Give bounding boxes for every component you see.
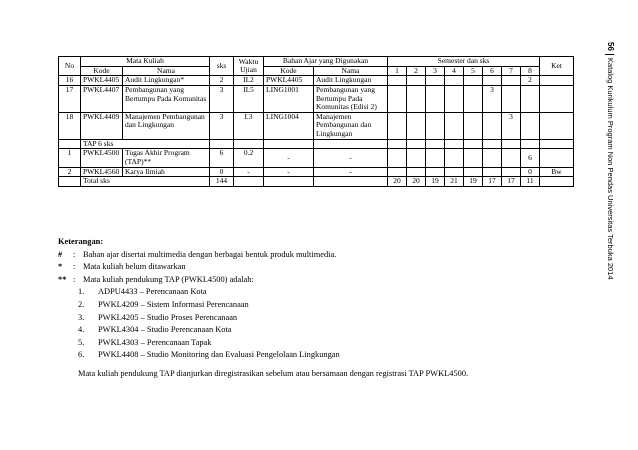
- empty-cell: [540, 139, 574, 149]
- note-text: Mata kuliah belum ditawarkan: [83, 262, 186, 272]
- cell-sem: [464, 76, 483, 86]
- list-text: PWKL4205 – Studio Proses Perencanaan: [98, 312, 238, 322]
- table-row: [59, 167, 574, 177]
- cell-ba-nama: -: [314, 149, 388, 167]
- col-sem-8: 8: [521, 66, 540, 76]
- col-kode: Kode: [81, 66, 123, 76]
- cell-nama: Audit Lingkungan*: [123, 76, 210, 86]
- total-sem: 20: [407, 177, 426, 187]
- cell-sem: [445, 76, 464, 86]
- cell-sem: [521, 85, 540, 112]
- empty-cell: [464, 149, 483, 167]
- note-colon: :: [73, 249, 76, 259]
- list-text: PWKL4408 – Studio Monitoring dan Evaluasi Pengelolaan Lingkungan: [98, 350, 340, 360]
- col-sem-2: 2: [407, 66, 426, 76]
- empty-cell: [445, 139, 464, 149]
- list-item: [78, 286, 578, 299]
- curriculum-table-wrap: [58, 56, 574, 187]
- cell-sks: 0: [210, 167, 234, 177]
- note-item: [58, 274, 578, 287]
- list-num: 3.: [78, 312, 85, 322]
- list-item: [78, 299, 578, 312]
- catalog-title: Katalog Kurikulum Program Non Pendas Universitas Terbuka 2014: [606, 57, 615, 280]
- cell-ket: [540, 112, 574, 139]
- cell-sem: [445, 112, 464, 139]
- cell-sks: 3: [210, 85, 234, 112]
- total-sem: 19: [464, 177, 483, 187]
- cell-kode: PWKL4405: [81, 76, 123, 86]
- note-colon: :: [73, 274, 76, 284]
- cell-sem: [426, 85, 445, 112]
- cell-sem: [464, 85, 483, 112]
- cell-kode: PWKL4407: [81, 85, 123, 112]
- note-colon: :: [73, 262, 76, 272]
- empty-cell: [388, 149, 407, 167]
- cell-sem: [483, 112, 502, 139]
- note-item: [58, 261, 578, 274]
- empty-cell: [314, 139, 388, 149]
- notes-heading: Keterangan:: [58, 237, 104, 246]
- empty-cell: [483, 139, 502, 149]
- cell-sks: 6: [210, 149, 234, 167]
- total-sem: 19: [426, 177, 445, 187]
- cell-ba-kode: PWKL4405: [264, 76, 314, 86]
- cell-nama: Manajemen Pembangunan dan Lingkungan: [123, 112, 210, 139]
- empty-cell: [426, 149, 445, 167]
- cell-sem: [407, 112, 426, 139]
- cell-sem: [502, 76, 521, 86]
- tap-support-list: [78, 286, 578, 362]
- list-text: PWKL4303 – Perencanaan Tapak: [98, 337, 212, 347]
- empty-cell: [502, 149, 521, 167]
- list-num: 6.: [78, 350, 85, 360]
- cell-ket: [540, 85, 574, 112]
- table-row: [59, 112, 574, 139]
- col-ket: Ket: [540, 57, 574, 76]
- note-text: Mata kuliah pendukung TAP (PWKL4500) adalah:: [83, 274, 254, 284]
- cell-ba-nama: Pembangunan yang Bertumpu Pada Komunitas (Edisi 2): [314, 85, 388, 112]
- list-text: ADPU4433 – Perencanaan Kota: [98, 287, 207, 297]
- header-row: [59, 57, 574, 67]
- col-sks: sks: [210, 57, 234, 76]
- cell-ba-kode: LING1004: [264, 112, 314, 139]
- cell-ba-nama: Manajemen Pembangunan dan Lingkungan: [314, 112, 388, 139]
- cell-waktu: I.3: [234, 112, 264, 139]
- cell-waktu: -: [234, 167, 264, 177]
- cell-ba-nama: Audit Lingkungan: [314, 76, 388, 86]
- cell-no: 18: [59, 112, 81, 139]
- col-ba-nama: Nama: [314, 66, 388, 76]
- total-sks: 144: [210, 177, 234, 187]
- total-sem: 17: [502, 177, 521, 187]
- empty-cell: [264, 177, 314, 187]
- total-row: [59, 177, 574, 187]
- page-number: 56: [606, 42, 615, 51]
- cell-sem: 0: [521, 167, 540, 177]
- col-sem-6: 6: [483, 66, 502, 76]
- cell-no: 2: [59, 167, 81, 177]
- cell-waktu: 0.2: [234, 149, 264, 167]
- cell-sem: [426, 112, 445, 139]
- cell-nama: Karya Ilmiah: [123, 167, 210, 177]
- curriculum-table: [58, 56, 574, 187]
- empty-cell: [483, 149, 502, 167]
- cell-sem: 3: [502, 112, 521, 139]
- cell-sem: [407, 76, 426, 86]
- table-row: [59, 149, 574, 167]
- cell-sem: 3: [483, 85, 502, 112]
- cell-ket: Bw: [540, 167, 574, 177]
- cell-waktu: II.5: [234, 85, 264, 112]
- cell-sks: 3: [210, 112, 234, 139]
- total-sem: 17: [483, 177, 502, 187]
- empty-cell: [540, 177, 574, 187]
- cell-sem: [407, 85, 426, 112]
- cell-nama: Tugas Akhir Program (TAP)**: [123, 149, 210, 167]
- list-text: PWKL4209 – Sistem Informasi Perencanaan: [98, 299, 249, 309]
- table-row: [59, 85, 574, 112]
- separator: [605, 54, 614, 55]
- list-num: 2.: [78, 299, 85, 309]
- cell-sks: 2: [210, 76, 234, 86]
- col-sem-7: 7: [502, 66, 521, 76]
- col-no: No: [59, 57, 81, 76]
- cell-kode: PWKL4500: [81, 149, 123, 167]
- empty-cell: [464, 139, 483, 149]
- list-num: 1.: [78, 287, 85, 297]
- cell-sem: 2: [521, 76, 540, 86]
- cell-no: 1: [59, 149, 81, 167]
- col-semester: Semester dan sks: [388, 57, 540, 67]
- cell-kode: PWKL4560: [81, 167, 123, 177]
- empty-cell: [502, 139, 521, 149]
- col-sem-1: 1: [388, 66, 407, 76]
- cell-sem: [483, 76, 502, 86]
- notes-heading-text: Keterangan: [58, 237, 101, 246]
- cell-ba-nama: -: [314, 167, 388, 177]
- cell-ba-kode: -: [264, 167, 314, 177]
- note-symbol: #: [58, 249, 63, 259]
- col-sem-5: 5: [464, 66, 483, 76]
- list-item: [78, 349, 578, 362]
- tap-label: TAP 6 sks: [81, 139, 210, 149]
- empty-cell: [426, 139, 445, 149]
- col-sem-4: 4: [445, 66, 464, 76]
- cell-nama: Pembangunan yang Bertumpu Pada Komunitas: [123, 85, 210, 112]
- total-label: Total sks: [81, 177, 210, 187]
- empty-cell: [407, 149, 426, 167]
- total-sem: 20: [388, 177, 407, 187]
- note-item: [58, 249, 578, 262]
- notes: [58, 236, 578, 381]
- cell-ba-kode: -: [264, 149, 314, 167]
- empty-cell: [264, 139, 314, 149]
- cell-sem: [388, 112, 407, 139]
- cell-kode: PWKL4409: [81, 112, 123, 139]
- empty-cell: [388, 139, 407, 149]
- list-item: [78, 337, 578, 350]
- cell-sem: [464, 112, 483, 139]
- cell-sem: [426, 76, 445, 86]
- empty-cell: [445, 149, 464, 167]
- note-symbol: **: [58, 274, 67, 284]
- note-symbol: *: [58, 262, 63, 272]
- cell-sem: [521, 112, 540, 139]
- empty-cell: [314, 177, 388, 187]
- cell-no: 17: [59, 85, 81, 112]
- col-nama: Nama: [123, 66, 210, 76]
- cell-ket: [540, 149, 574, 167]
- empty-cell: [59, 177, 81, 187]
- col-waktu-ujian: Waktu Ujian: [234, 57, 264, 76]
- table-row: [59, 76, 574, 86]
- notes-footer: Mata kuliah pendukung TAP dianjurkan diregistrasikan sebelum atau bersamaan dengan registrasi TAP PWKL4500.: [78, 368, 469, 378]
- list-num: 5.: [78, 337, 85, 347]
- empty-cell: [407, 139, 426, 149]
- cell-sem: [388, 85, 407, 112]
- list-item: [78, 324, 578, 337]
- total-sem: 21: [445, 177, 464, 187]
- cell-ba-kode: LING1001: [264, 85, 314, 112]
- cell-waktu: II.2: [234, 76, 264, 86]
- cell-sem: [388, 76, 407, 86]
- col-mata-kuliah: Mata Kuliah: [81, 57, 210, 67]
- cell-sem: [445, 85, 464, 112]
- cell-no: 16: [59, 76, 81, 86]
- empty-cell: [234, 177, 264, 187]
- empty-cell: [521, 139, 540, 149]
- list-num: 4.: [78, 325, 85, 335]
- list-item: [78, 312, 578, 325]
- side-header: [604, 42, 626, 284]
- list-text: PWKL4304 – Studio Perencanaan Kota: [98, 325, 232, 335]
- cell-sem: 6: [521, 149, 540, 167]
- col-sem-3: 3: [426, 66, 445, 76]
- total-sem: 11: [521, 177, 540, 187]
- col-bahan-ajar: Bahan Ajar yang Digunakan: [264, 57, 388, 67]
- cell-ket: [540, 76, 574, 86]
- col-ba-kode: Kode: [264, 66, 314, 76]
- cell-sem: [502, 85, 521, 112]
- note-text: Bahan ajar disertai multimedia dengan berbagai bentuk produk multimedia.: [83, 249, 337, 259]
